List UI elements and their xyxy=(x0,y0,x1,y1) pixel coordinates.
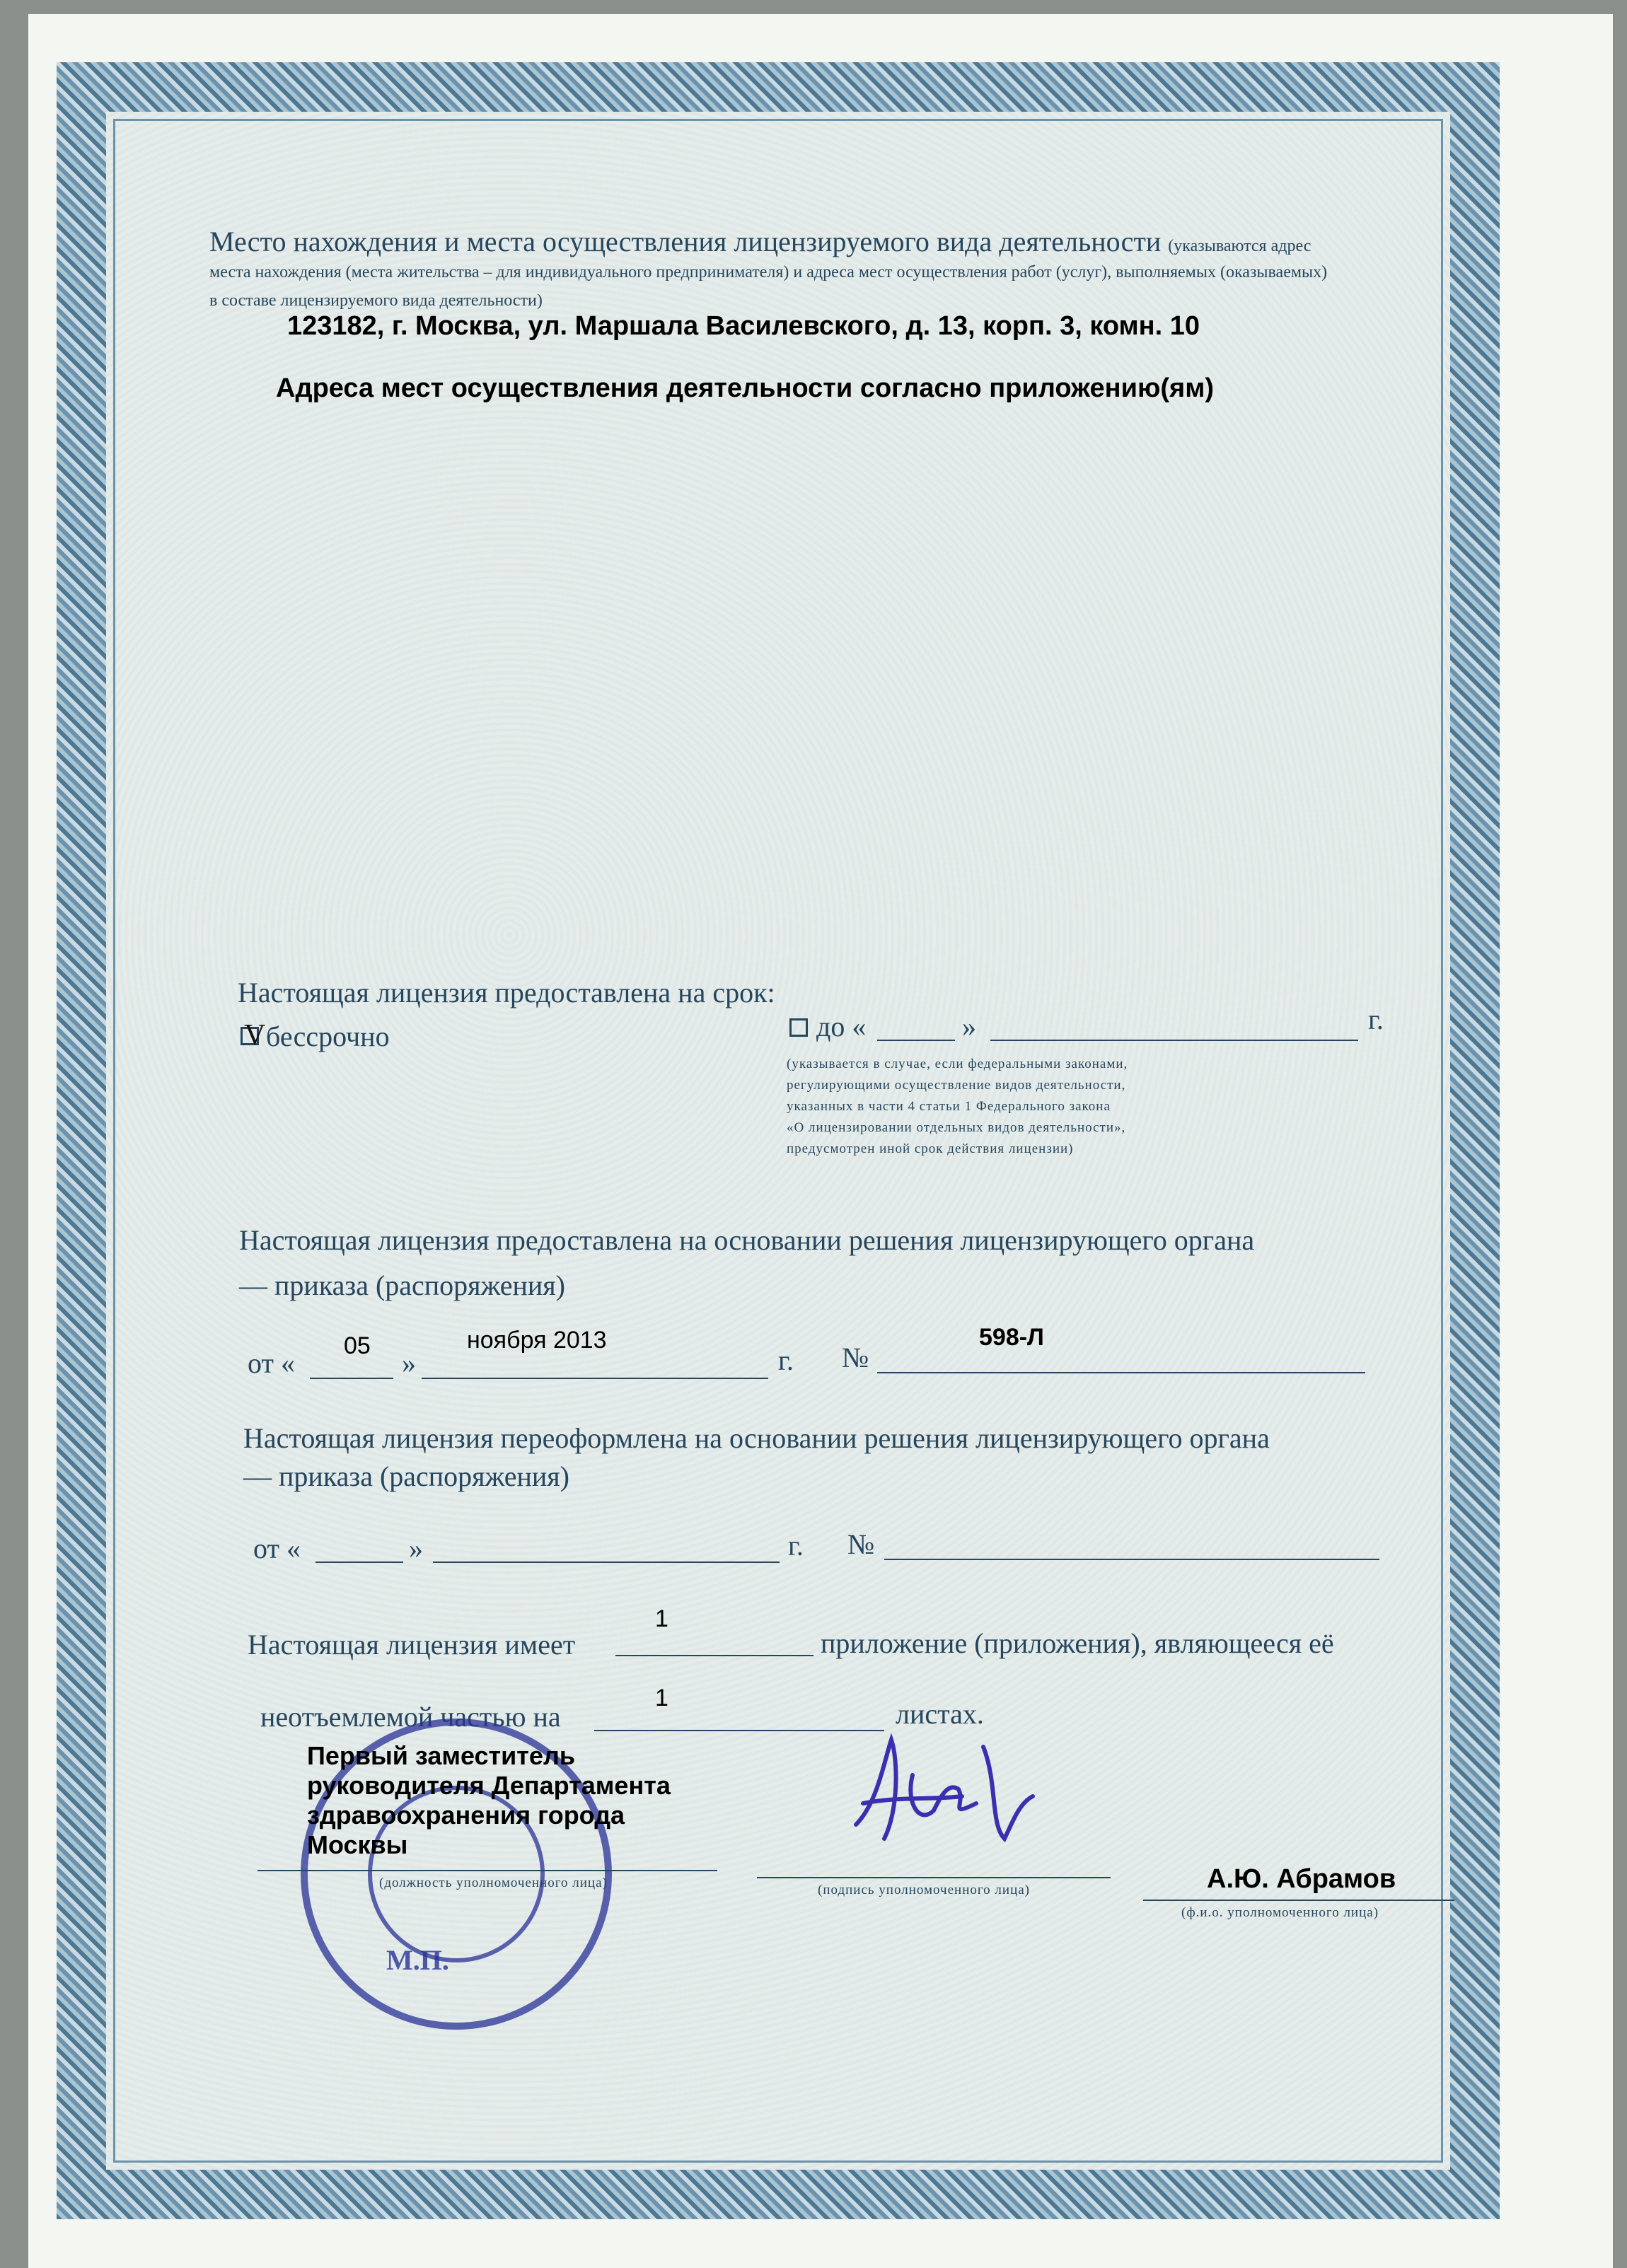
handwritten-signature xyxy=(835,1719,1040,1867)
term-note-1: (указывается в случае, если федеральными законами, xyxy=(787,1057,1128,1071)
reissued-number-line xyxy=(884,1559,1379,1560)
appendix-count: 1 xyxy=(655,1605,668,1632)
reissued-line-2: — приказа (распоряжения) xyxy=(243,1460,569,1492)
until-day-line xyxy=(877,1040,955,1041)
reissued-year-suffix: г. xyxy=(788,1530,804,1562)
granted-day: 05 xyxy=(344,1332,371,1359)
granted-number-line xyxy=(877,1372,1365,1373)
name-caption: (ф.и.о. уполномоченного лица) xyxy=(1181,1905,1379,1920)
section-note-2: места нахождения (места жительства – для индивидуального предпринимателя) и адреса мест осуществления работ (услуг), выполняемых (оказываемых) xyxy=(209,263,1328,281)
appendix-text-a: Настоящая лицензия имеет xyxy=(248,1629,576,1661)
term-note-3: указанных в части 4 статьи 1 Федерального закона xyxy=(787,1099,1111,1114)
appendix-sheets: 1 xyxy=(655,1685,668,1711)
reissued-from-mid: » xyxy=(409,1533,423,1564)
activity-addresses-line: Адреса мест осуществления деятельности согласно приложению(ям) xyxy=(276,373,1214,403)
address-line: 123182, г. Москва, ул. Маршала Василевского, д. 13, корп. 3, комн. 10 xyxy=(287,311,1200,341)
until-date-line xyxy=(990,1040,1358,1041)
unlimited-label: бессрочно xyxy=(266,1020,390,1052)
appendix-count-line xyxy=(615,1655,814,1656)
reissued-number-sign: № xyxy=(847,1528,875,1560)
until-year-suffix: г. xyxy=(1368,1004,1384,1035)
appendix-text-c: неотъемлемой частью на xyxy=(260,1701,561,1733)
granted-number-sign: № xyxy=(842,1342,869,1373)
granted-month-year: ноября 2013 xyxy=(467,1327,607,1354)
position-line xyxy=(257,1870,717,1871)
until-mid: » xyxy=(962,1011,976,1042)
granted-from-prefix: от « xyxy=(248,1347,295,1379)
position-caption: (должность уполномоченного лица) xyxy=(379,1876,608,1890)
reissued-day-line xyxy=(315,1562,403,1563)
granted-line-2: — приказа (распоряжения) xyxy=(239,1269,565,1301)
signature-line xyxy=(757,1877,1111,1878)
signatory-position-line-3: здравоохранения города xyxy=(307,1801,625,1830)
stamp-label: М.П. xyxy=(386,1944,449,1976)
reissued-line-1: Настоящая лицензия переоформлена на основании решения лицензирующего органа xyxy=(243,1422,1270,1454)
reissued-date-line xyxy=(433,1562,780,1563)
signature-caption: (подпись уполномоченного лица) xyxy=(818,1883,1031,1897)
unlimited-check-mark: V xyxy=(244,1019,266,1052)
until-checkbox xyxy=(789,1018,808,1037)
term-note-5: предусмотрен иной срок действия лицензии) xyxy=(787,1141,1074,1156)
signatory-position-line-2: руководителя Департамента xyxy=(307,1771,671,1800)
granted-year-suffix: г. xyxy=(778,1344,794,1376)
until-prefix: до « xyxy=(816,1011,867,1042)
signatory-position-line-1: Первый заместитель xyxy=(307,1741,575,1770)
term-note-2: регулирующими осуществление видов деятельности, xyxy=(787,1078,1126,1093)
granted-date-line xyxy=(422,1378,768,1379)
appendix-text-b: приложение (приложения), являющееся её xyxy=(821,1627,1334,1659)
section-note-3: в составе лицензируемого вида деятельности) xyxy=(209,291,543,310)
term-label: Настоящая лицензия предоставлена на срок: xyxy=(238,977,775,1008)
section-note-1: (указываются адрес xyxy=(1168,237,1312,255)
granted-day-line xyxy=(310,1378,393,1379)
section-title-text: Место нахождения и места осуществления лицензируемого вида деятельности xyxy=(209,226,1162,257)
reissued-from-prefix: от « xyxy=(253,1533,301,1564)
signatory-position xyxy=(307,1741,671,1860)
term-note-4: «О лицензировании отдельных видов деятельности», xyxy=(787,1120,1126,1135)
granted-number: 598-Л xyxy=(979,1324,1044,1351)
name-line xyxy=(1143,1900,1454,1901)
granted-from-mid: » xyxy=(402,1347,416,1379)
section-title xyxy=(209,225,1311,258)
appendix-text-d: листах. xyxy=(896,1698,984,1730)
signatory-position-line-4: Москвы xyxy=(307,1830,408,1859)
signatory-name: А.Ю. Абрамов xyxy=(1207,1864,1396,1894)
granted-line-1: Настоящая лицензия предоставлена на основании решения лицензирующего органа xyxy=(239,1224,1255,1256)
